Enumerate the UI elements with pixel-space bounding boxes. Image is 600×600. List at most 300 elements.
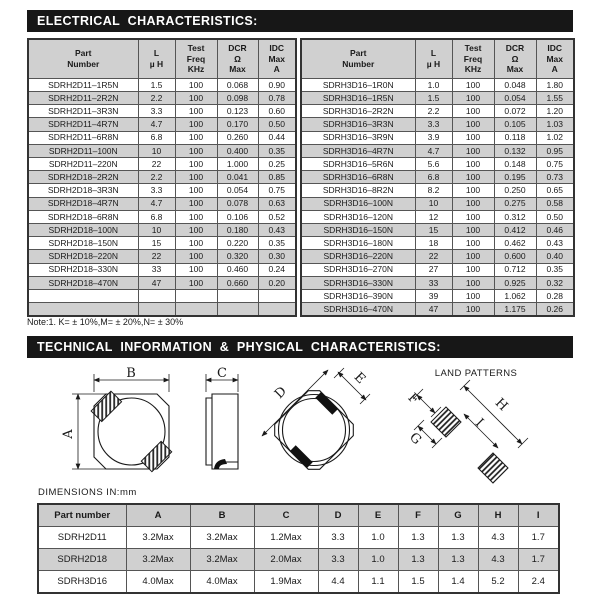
- value-cell: 0.90: [258, 78, 296, 91]
- table-row: [28, 131, 296, 144]
- value-cell: 100: [175, 276, 217, 289]
- value-cell: 15: [138, 237, 175, 250]
- part-number-cell: SDRH3D16–3R3N: [301, 118, 415, 131]
- value-cell: 0.180: [217, 223, 258, 236]
- value-cell: 100: [452, 78, 494, 91]
- part-number-cell: SDRH2D18–6R8N: [28, 210, 138, 223]
- dimensions-table: [37, 503, 560, 594]
- part-number-cell: SDRH2D11–4R7N: [28, 118, 138, 131]
- value-cell: 0.50: [258, 118, 296, 131]
- value-cell: 0.148: [494, 158, 536, 171]
- value-cell: 2.2: [138, 92, 175, 105]
- value-cell: 3.2Max: [190, 549, 254, 571]
- value-cell: 4.3: [478, 549, 518, 571]
- value-cell: 3.3: [318, 549, 358, 571]
- value-cell: 100: [175, 250, 217, 263]
- column-header: DCR Ω Max: [494, 39, 536, 78]
- value-cell: 3.2Max: [126, 527, 190, 549]
- value-cell: 1.55: [536, 92, 574, 105]
- part-number-cell: SDRH3D16–120N: [301, 210, 415, 223]
- part-number-cell: SDRH2D11–3R3N: [28, 105, 138, 118]
- value-cell: 47: [138, 276, 175, 289]
- value-cell: 1.0: [415, 78, 452, 91]
- side-view-diagram: [190, 366, 252, 488]
- value-cell: 0.098: [217, 92, 258, 105]
- value-cell: 0.58: [536, 197, 574, 210]
- part-number-cell: SDRH3D16–1R0N: [301, 78, 415, 91]
- column-header: Part Number: [28, 39, 138, 78]
- table-row: [301, 171, 574, 184]
- value-cell: 100: [175, 78, 217, 91]
- part-number-cell: [28, 303, 138, 317]
- table-row: [301, 158, 574, 171]
- value-cell: 0.195: [494, 171, 536, 184]
- value-cell: 1.20: [536, 105, 574, 118]
- part-number-cell: SDRH3D16–2R2N: [301, 105, 415, 118]
- table-row: [301, 237, 574, 250]
- land-pad-2: [478, 453, 508, 483]
- value-cell: 4.0Max: [126, 571, 190, 594]
- value-cell: 3.3: [415, 118, 452, 131]
- part-number-cell: SDRH3D16–150N: [301, 223, 415, 236]
- column-header: I: [518, 504, 559, 527]
- table-row: [301, 105, 574, 118]
- value-cell: 1.7: [518, 527, 559, 549]
- part-number-cell: SDRH2D11–2R2N: [28, 92, 138, 105]
- value-cell: 1.3: [398, 527, 438, 549]
- value-cell: 100: [175, 237, 217, 250]
- table-row: [301, 144, 574, 157]
- value-cell: 18: [415, 237, 452, 250]
- table-row: [301, 289, 574, 302]
- value-cell: [138, 303, 175, 317]
- value-cell: 100: [175, 105, 217, 118]
- table-header-row: [301, 39, 574, 78]
- value-cell: 6.8: [415, 171, 452, 184]
- value-cell: 100: [452, 237, 494, 250]
- value-cell: 0.60: [258, 105, 296, 118]
- value-cell: 100: [452, 144, 494, 157]
- part-number-cell: SDRH2D11–100N: [28, 144, 138, 157]
- value-cell: 10: [138, 223, 175, 236]
- value-cell: 1.5: [415, 92, 452, 105]
- table-row: [38, 527, 559, 549]
- value-cell: 3.3: [318, 527, 358, 549]
- column-header: IDC Max A: [536, 39, 574, 78]
- value-cell: 100: [452, 303, 494, 317]
- value-cell: 0.078: [217, 197, 258, 210]
- value-cell: 0.250: [494, 184, 536, 197]
- value-cell: 100: [452, 158, 494, 171]
- table-row: [28, 223, 296, 236]
- column-header: C: [254, 504, 318, 527]
- terminal-dark-lower-left: [290, 445, 313, 468]
- value-cell: 0.85: [258, 171, 296, 184]
- dim-label-c: C: [217, 366, 227, 381]
- table-row: [28, 171, 296, 184]
- value-cell: 100: [452, 223, 494, 236]
- value-cell: 1.3: [398, 549, 438, 571]
- table-row: [28, 184, 296, 197]
- value-cell: 47: [415, 303, 452, 317]
- value-cell: [217, 289, 258, 302]
- value-cell: 0.220: [217, 237, 258, 250]
- terminal-dark-upper-right: [315, 392, 338, 415]
- column-header: E: [358, 504, 398, 527]
- table-row: [28, 92, 296, 105]
- value-cell: 2.2: [138, 171, 175, 184]
- value-cell: 5.2: [478, 571, 518, 594]
- part-number-cell: SDRH2D18–330N: [28, 263, 138, 276]
- value-cell: 1.02: [536, 131, 574, 144]
- part-number-cell: SDRH3D16–3R9N: [301, 131, 415, 144]
- value-cell: 100: [175, 158, 217, 171]
- value-cell: 0.63: [258, 197, 296, 210]
- value-cell: 1.9Max: [254, 571, 318, 594]
- value-cell: 3.3: [138, 105, 175, 118]
- electrical-table-left: [27, 38, 297, 317]
- value-cell: 1.0: [358, 527, 398, 549]
- value-cell: 27: [415, 263, 452, 276]
- value-cell: 3.2Max: [126, 549, 190, 571]
- value-cell: 100: [452, 210, 494, 223]
- table-row: [301, 78, 574, 91]
- value-cell: 0.106: [217, 210, 258, 223]
- table-row: [28, 303, 296, 317]
- part-number-cell: SDRH3D16–180N: [301, 237, 415, 250]
- column-header: A: [126, 504, 190, 527]
- value-cell: 0.041: [217, 171, 258, 184]
- part-number-cell: SDRH3D16–100N: [301, 197, 415, 210]
- value-cell: 33: [415, 276, 452, 289]
- part-number-cell: SDRH2D18–220N: [28, 250, 138, 263]
- value-cell: 0.44: [258, 131, 296, 144]
- part-number-cell: SDRH3D16–470N: [301, 303, 415, 317]
- dim-label-a: A: [61, 429, 76, 439]
- table-row: [38, 549, 559, 571]
- table-row: [28, 197, 296, 210]
- value-cell: 0.170: [217, 118, 258, 131]
- value-cell: 0.054: [494, 92, 536, 105]
- part-number-cell: SDRH3D16: [38, 571, 126, 594]
- value-cell: 1.000: [217, 158, 258, 171]
- table-row: [28, 289, 296, 302]
- value-cell: 0.26: [536, 303, 574, 317]
- value-cell: 2.4: [518, 571, 559, 594]
- value-cell: 100: [452, 250, 494, 263]
- table-row: [28, 158, 296, 171]
- part-number-cell: SDRH2D11–1R5N: [28, 78, 138, 91]
- value-cell: 0.28: [536, 289, 574, 302]
- table-row: [28, 276, 296, 289]
- value-cell: [217, 303, 258, 317]
- part-number-cell: SDRH2D11: [38, 527, 126, 549]
- value-cell: 0.50: [536, 210, 574, 223]
- value-cell: 4.7: [415, 144, 452, 157]
- table-row: [301, 303, 574, 317]
- value-cell: 0.65: [536, 184, 574, 197]
- column-header: L µ H: [138, 39, 175, 78]
- value-cell: 100: [452, 105, 494, 118]
- part-number-cell: SDRH3D16–1R5N: [301, 92, 415, 105]
- value-cell: 0.320: [217, 250, 258, 263]
- part-number-cell: SDRH2D11–6R8N: [28, 131, 138, 144]
- dim-label-f: F: [404, 390, 422, 408]
- value-cell: 0.123: [217, 105, 258, 118]
- value-cell: 0.712: [494, 263, 536, 276]
- technical-section-header: TECHNICAL INFORMATION & PHYSICAL CHARACTERISTICS:: [27, 336, 573, 358]
- value-cell: 4.7: [138, 197, 175, 210]
- value-cell: 0.52: [258, 210, 296, 223]
- part-number-cell: SDRH3D16–270N: [301, 263, 415, 276]
- value-cell: 0.35: [258, 144, 296, 157]
- value-cell: 0.412: [494, 223, 536, 236]
- table-row: [28, 250, 296, 263]
- value-cell: 100: [452, 197, 494, 210]
- table-row: [301, 184, 574, 197]
- electrical-section-header: ELECTRICAL CHARACTERISTICS:: [27, 10, 573, 32]
- column-header: Part Number: [301, 39, 415, 78]
- value-cell: 1.03: [536, 118, 574, 131]
- value-cell: 22: [138, 158, 175, 171]
- table-row: [38, 571, 559, 594]
- electrical-table-right-wrap: [300, 38, 574, 317]
- part-number-cell: SDRH2D18–2R2N: [28, 171, 138, 184]
- value-cell: 8.2: [415, 184, 452, 197]
- value-cell: 100: [452, 184, 494, 197]
- dim-label-h: H: [491, 395, 511, 415]
- part-number-cell: SDRH3D16–8R2N: [301, 184, 415, 197]
- value-cell: 3.9: [415, 131, 452, 144]
- value-cell: 100: [175, 171, 217, 184]
- value-cell: 0.40: [536, 250, 574, 263]
- value-cell: [138, 289, 175, 302]
- land-patterns-title: LAND PATTERNS: [434, 368, 518, 379]
- part-number-cell: SDRH3D16–390N: [301, 289, 415, 302]
- value-cell: 0.462: [494, 237, 536, 250]
- value-cell: 0.46: [536, 223, 574, 236]
- value-cell: 4.0Max: [190, 571, 254, 594]
- value-cell: 1.2Max: [254, 527, 318, 549]
- part-number-cell: SDRH2D18–3R3N: [28, 184, 138, 197]
- value-cell: 1.3: [438, 549, 478, 571]
- column-header: Test Freq KHz: [175, 39, 217, 78]
- value-cell: 0.118: [494, 131, 536, 144]
- value-cell: 3.3: [138, 184, 175, 197]
- value-cell: 100: [452, 92, 494, 105]
- value-cell: 100: [452, 276, 494, 289]
- value-cell: 0.75: [258, 184, 296, 197]
- value-cell: 100: [175, 197, 217, 210]
- part-number-cell: SDRH3D16–6R8N: [301, 171, 415, 184]
- table-row: [28, 263, 296, 276]
- value-cell: 100: [452, 131, 494, 144]
- value-cell: 4.4: [318, 571, 358, 594]
- angled-view-diagram: [252, 362, 377, 488]
- value-cell: 1.80: [536, 78, 574, 91]
- value-cell: 2.0Max: [254, 549, 318, 571]
- part-number-cell: SDRH3D16–4R7N: [301, 144, 415, 157]
- part-number-cell: SDRH3D16–220N: [301, 250, 415, 263]
- value-cell: 1.0: [358, 549, 398, 571]
- value-cell: 1.5: [138, 78, 175, 91]
- value-cell: 100: [175, 210, 217, 223]
- value-cell: 100: [175, 144, 217, 157]
- value-cell: 6.8: [138, 210, 175, 223]
- value-cell: 12: [415, 210, 452, 223]
- table-row: [301, 118, 574, 131]
- value-cell: 2.2: [415, 105, 452, 118]
- value-cell: 100: [175, 223, 217, 236]
- value-cell: 100: [175, 131, 217, 144]
- value-cell: 100: [175, 92, 217, 105]
- column-header: L µ H: [415, 39, 452, 78]
- terminal-curl: [214, 459, 227, 469]
- dimensions-caption: DIMENSIONS IN:mm: [38, 487, 137, 498]
- electrical-table-right: [300, 38, 575, 317]
- value-cell: 0.78: [258, 92, 296, 105]
- table-row: [301, 276, 574, 289]
- part-number-cell: SDRH2D18–470N: [28, 276, 138, 289]
- value-cell: 0.312: [494, 210, 536, 223]
- value-cell: 1.7: [518, 549, 559, 571]
- dim-label-i: I: [471, 415, 487, 431]
- part-number-cell: SDRH2D18–150N: [28, 237, 138, 250]
- value-cell: 4.7: [138, 118, 175, 131]
- column-header: B: [190, 504, 254, 527]
- value-cell: [258, 303, 296, 317]
- table-row: [28, 210, 296, 223]
- dim-label-g: G: [406, 429, 425, 448]
- part-number-cell: SDRH3D16–5R6N: [301, 158, 415, 171]
- value-cell: 0.75: [536, 158, 574, 171]
- column-header: D: [318, 504, 358, 527]
- table-header-row: [38, 504, 559, 527]
- column-header: DCR Ω Max: [217, 39, 258, 78]
- table-row: [301, 263, 574, 276]
- terminal-hatch-top-left: [91, 391, 121, 421]
- value-cell: 10: [138, 144, 175, 157]
- column-header: F: [398, 504, 438, 527]
- table-row: [301, 210, 574, 223]
- value-cell: 0.275: [494, 197, 536, 210]
- table-row: [28, 118, 296, 131]
- dimensions-table-wrap: [37, 503, 558, 594]
- value-cell: 0.132: [494, 144, 536, 157]
- dim-label-d: D: [271, 383, 290, 402]
- top-view-diagram: [60, 366, 185, 488]
- dim-label-b: B: [126, 366, 136, 381]
- value-cell: 100: [452, 118, 494, 131]
- value-cell: 4.3: [478, 527, 518, 549]
- value-cell: 1.3: [438, 527, 478, 549]
- column-header: Part number: [38, 504, 126, 527]
- table-row: [301, 197, 574, 210]
- value-cell: 1.4: [438, 571, 478, 594]
- value-cell: 0.25: [258, 158, 296, 171]
- table-row: [28, 78, 296, 91]
- part-number-cell: [28, 289, 138, 302]
- value-cell: 0.260: [217, 131, 258, 144]
- value-cell: 22: [138, 250, 175, 263]
- value-cell: 15: [415, 223, 452, 236]
- value-cell: 3.2Max: [190, 527, 254, 549]
- part-number-cell: SDRH2D18: [38, 549, 126, 571]
- value-cell: 0.95: [536, 144, 574, 157]
- value-cell: 100: [452, 171, 494, 184]
- value-cell: 0.660: [217, 276, 258, 289]
- value-cell: 0.24: [258, 263, 296, 276]
- value-cell: 0.925: [494, 276, 536, 289]
- value-cell: [258, 289, 296, 302]
- value-cell: 0.460: [217, 263, 258, 276]
- value-cell: 1.1: [358, 571, 398, 594]
- value-cell: 0.048: [494, 78, 536, 91]
- value-cell: 0.30: [258, 250, 296, 263]
- value-cell: 0.600: [494, 250, 536, 263]
- value-cell: 0.105: [494, 118, 536, 131]
- table-row: [301, 131, 574, 144]
- value-cell: 0.32: [536, 276, 574, 289]
- column-header: IDC Max A: [258, 39, 296, 78]
- value-cell: 5.6: [415, 158, 452, 171]
- dim-label-e: E: [350, 369, 369, 388]
- value-cell: [175, 289, 217, 302]
- table-header-row: [28, 39, 296, 78]
- value-cell: 1.062: [494, 289, 536, 302]
- column-header: Test Freq KHz: [452, 39, 494, 78]
- value-cell: 0.054: [217, 184, 258, 197]
- value-cell: 0.20: [258, 276, 296, 289]
- column-header: G: [438, 504, 478, 527]
- value-cell: 1.5: [398, 571, 438, 594]
- value-cell: 0.35: [536, 263, 574, 276]
- electrical-table-left-wrap: [27, 38, 296, 317]
- value-cell: 33: [138, 263, 175, 276]
- part-number-cell: SDRH2D18–100N: [28, 223, 138, 236]
- table-row: [301, 250, 574, 263]
- terminal-hatch-bottom-right: [141, 441, 171, 471]
- value-cell: [175, 303, 217, 317]
- table-row: [28, 105, 296, 118]
- part-number-cell: SDRH2D18–4R7N: [28, 197, 138, 210]
- table-row: [301, 92, 574, 105]
- value-cell: 1.175: [494, 303, 536, 317]
- value-cell: 10: [415, 197, 452, 210]
- part-number-cell: SDRH2D11–220N: [28, 158, 138, 171]
- tolerance-note: Note:1. K= ± 10%,M= ± 20%,N= ± 30%: [27, 317, 184, 327]
- value-cell: 100: [175, 263, 217, 276]
- value-cell: 0.068: [217, 78, 258, 91]
- value-cell: 22: [415, 250, 452, 263]
- land-pad-1: [431, 407, 461, 437]
- value-cell: 6.8: [138, 131, 175, 144]
- value-cell: 100: [452, 289, 494, 302]
- value-cell: 100: [452, 263, 494, 276]
- value-cell: 0.072: [494, 105, 536, 118]
- value-cell: 0.35: [258, 237, 296, 250]
- value-cell: 0.400: [217, 144, 258, 157]
- value-cell: 100: [175, 118, 217, 131]
- land-pattern-diagram: [398, 362, 598, 490]
- value-cell: 39: [415, 289, 452, 302]
- value-cell: 0.73: [536, 171, 574, 184]
- value-cell: 100: [175, 184, 217, 197]
- table-row: [28, 144, 296, 157]
- table-row: [28, 237, 296, 250]
- value-cell: 0.43: [258, 223, 296, 236]
- table-row: [301, 223, 574, 236]
